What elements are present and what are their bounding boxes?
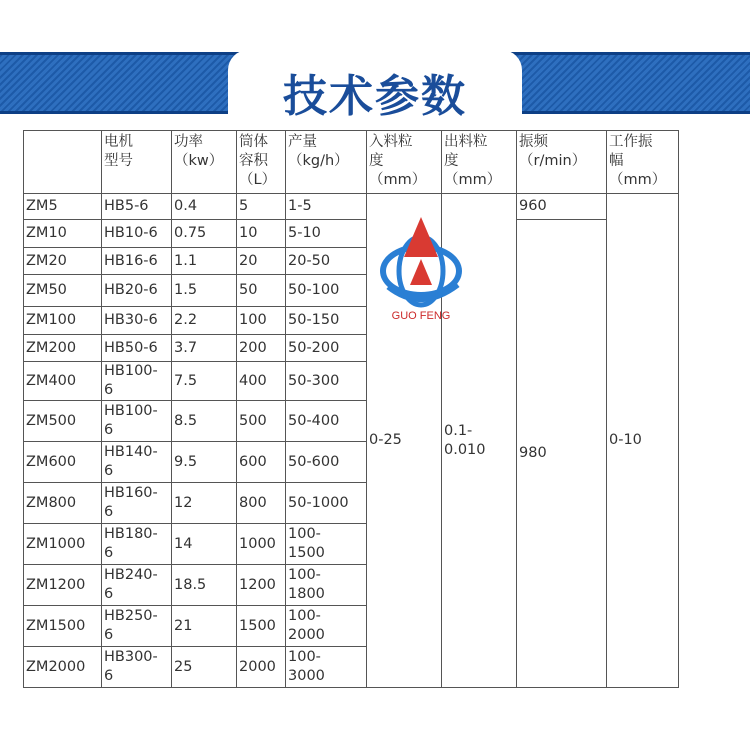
logo-text: GUO FENG xyxy=(391,310,451,322)
cell-model: ZM1200 xyxy=(24,565,102,606)
cell-output: 50-1000 xyxy=(286,483,367,524)
cell-motor: HB180- 6 xyxy=(102,524,172,565)
cell-frequency: 960 xyxy=(517,194,607,220)
table-row xyxy=(24,194,679,220)
cell-output: 50-200 xyxy=(286,335,367,362)
cell-output: 50-400 xyxy=(286,401,367,442)
cell-output: 100- 1500 xyxy=(286,524,367,565)
cell-motor: HB10-6 xyxy=(102,220,172,248)
globe-icon xyxy=(380,215,462,310)
header-cell: 功率 （kw） xyxy=(172,131,237,194)
cell-motor: HB140- 6 xyxy=(102,442,172,483)
cell-motor: HB240- 6 xyxy=(102,565,172,606)
cell-volume: 1500 xyxy=(237,606,286,647)
cell-power: 3.7 xyxy=(172,335,237,362)
cell-volume: 10 xyxy=(237,220,286,248)
cell-output: 50-300 xyxy=(286,362,367,401)
cell-output: 100- 3000 xyxy=(286,647,367,688)
cell-power: 25 xyxy=(172,647,237,688)
header-cell: 工作振 幅 （mm） xyxy=(607,131,679,194)
header-cell: 筒体 容积 （L） xyxy=(237,131,286,194)
cell-feed-size: 0-25 xyxy=(367,194,442,688)
cell-power: 21 xyxy=(172,606,237,647)
cell-frequency: 980 xyxy=(517,220,607,688)
header-cell xyxy=(24,131,102,194)
cell-output: 50-600 xyxy=(286,442,367,483)
cell-power: 1.5 xyxy=(172,275,237,307)
cell-motor: HB5-6 xyxy=(102,194,172,220)
cell-model: ZM600 xyxy=(24,442,102,483)
cell-model: ZM800 xyxy=(24,483,102,524)
cell-amplitude: 0-10 xyxy=(607,194,679,688)
cell-power: 1.1 xyxy=(172,248,237,275)
cell-power: 0.75 xyxy=(172,220,237,248)
cell-motor: HB100- 6 xyxy=(102,362,172,401)
cell-model: ZM100 xyxy=(24,307,102,335)
cell-power: 9.5 xyxy=(172,442,237,483)
cell-output: 50-150 xyxy=(286,307,367,335)
cell-volume: 400 xyxy=(237,362,286,401)
cell-motor: HB16-6 xyxy=(102,248,172,275)
cell-power: 2.2 xyxy=(172,307,237,335)
cell-model: ZM500 xyxy=(24,401,102,442)
cell-volume: 5 xyxy=(237,194,286,220)
table-row xyxy=(24,220,679,248)
cell-volume: 100 xyxy=(237,307,286,335)
cell-model: ZM400 xyxy=(24,362,102,401)
cell-output: 1-5 xyxy=(286,194,367,220)
header-cell: 入料粒 度 （mm） xyxy=(367,131,442,194)
header-cell: 电机 型号 xyxy=(102,131,172,194)
cell-volume: 1200 xyxy=(237,565,286,606)
spec-table xyxy=(23,130,679,688)
cell-volume: 1000 xyxy=(237,524,286,565)
table-header-row xyxy=(24,131,679,194)
cell-output: 100- 1800 xyxy=(286,565,367,606)
cell-output: 5-10 xyxy=(286,220,367,248)
cell-motor: HB100- 6 xyxy=(102,401,172,442)
cell-volume: 2000 xyxy=(237,647,286,688)
cell-motor: HB250- 6 xyxy=(102,606,172,647)
cell-model: ZM5 xyxy=(24,194,102,220)
banner-title: 技术参数 xyxy=(283,71,467,122)
cell-power: 0.4 xyxy=(172,194,237,220)
cell-volume: 20 xyxy=(237,248,286,275)
cell-motor: HB30-6 xyxy=(102,307,172,335)
cell-volume: 600 xyxy=(237,442,286,483)
header-cell: 出料粒 度 （mm） xyxy=(442,131,517,194)
cell-power: 7.5 xyxy=(172,362,237,401)
cell-model: ZM1000 xyxy=(24,524,102,565)
cell-discharge-size: 0.1- 0.010 xyxy=(442,194,517,688)
cell-model: ZM1500 xyxy=(24,606,102,647)
header-cell: 振频 （r/min） xyxy=(517,131,607,194)
cell-output: 50-100 xyxy=(286,275,367,307)
cell-volume: 200 xyxy=(237,335,286,362)
cell-motor: HB20-6 xyxy=(102,275,172,307)
cell-motor: HB300- 6 xyxy=(102,647,172,688)
cell-volume: 500 xyxy=(237,401,286,442)
cell-model: ZM2000 xyxy=(24,647,102,688)
cell-power: 18.5 xyxy=(172,565,237,606)
cell-model: ZM50 xyxy=(24,275,102,307)
cell-motor: HB50-6 xyxy=(102,335,172,362)
cell-volume: 800 xyxy=(237,483,286,524)
cell-volume: 50 xyxy=(237,275,286,307)
cell-motor: HB160- 6 xyxy=(102,483,172,524)
guo-feng-logo xyxy=(380,215,462,329)
cell-power: 8.5 xyxy=(172,401,237,442)
cell-output: 20-50 xyxy=(286,248,367,275)
cell-output: 100- 2000 xyxy=(286,606,367,647)
cell-model: ZM20 xyxy=(24,248,102,275)
section-banner xyxy=(0,52,750,122)
cell-power: 14 xyxy=(172,524,237,565)
cell-model: ZM10 xyxy=(24,220,102,248)
cell-power: 12 xyxy=(172,483,237,524)
cell-model: ZM200 xyxy=(24,335,102,362)
header-cell: 产量 （kg/h） xyxy=(286,131,367,194)
